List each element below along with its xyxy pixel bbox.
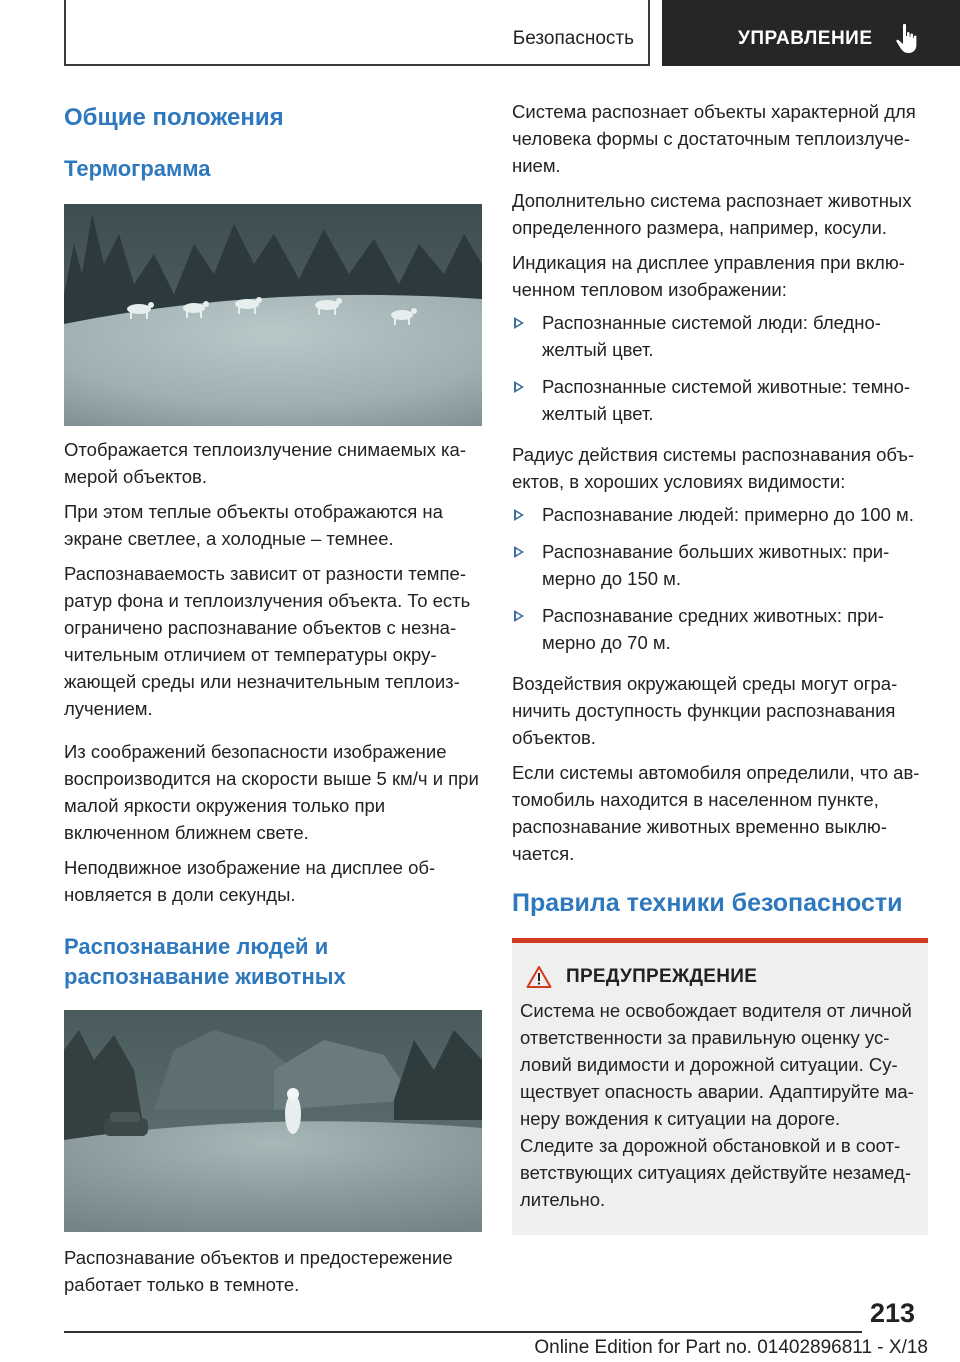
paragraph-thermo-2: При этом теплые объекты отображаются на экране светлее, а холодные – темнее.	[64, 501, 443, 549]
triangle-bullet-icon	[514, 381, 524, 393]
thermal-image-pedestrian	[64, 1010, 482, 1232]
warning-triangle-icon	[526, 965, 552, 989]
warning-header	[520, 965, 918, 989]
paragraph-right-5: Воздействия окружающей среды могут огра-ничить доступность функции распознавания объектов.	[512, 673, 898, 748]
heading-detection: Распознавание людей и распознавание животных	[64, 934, 346, 989]
page-number: 213	[870, 1298, 916, 1328]
paragraph-right-2: Дополнительно система распознает животных определенного размера, например, косули.	[512, 190, 912, 238]
warning-box	[512, 938, 928, 1235]
left-column	[64, 96, 482, 1298]
heading-thermogram: Термограмма	[64, 156, 211, 181]
paragraph-detection-note: Распознавание объектов и предостережение работает только в темноте.	[64, 1247, 453, 1295]
list-item: Распознавание средних животных: при-мерно до 70 м.	[512, 602, 928, 656]
list-item: Распознавание людей: примерно до 100 м.	[512, 501, 928, 528]
list-item: Распознавание больших животных: при-мерно до 150 м.	[512, 538, 928, 592]
header-chapter-box	[662, 0, 960, 66]
header-section-title: Безопасность	[512, 28, 634, 49]
triangle-bullet-icon	[514, 610, 524, 622]
paragraph-right-3: Индикация на дисплее управления при вклю-ченном тепловом изображении:	[512, 252, 905, 300]
hand-pointer-icon	[894, 22, 920, 54]
heading-safety-rules: Правила техники безопасности	[512, 889, 903, 917]
paragraph-right-4: Радиус действия системы распознавания объ-ектов, в хороших условиях видимости:	[512, 444, 915, 492]
header-chapter-title: УПРАВЛЕНИЕ	[738, 28, 873, 49]
list-indication	[512, 309, 928, 427]
paragraph-thermo-3: Распознаваемость зависит от разности темпе-ратур фона и теплоизлучения объекта. То есть ограничено распознавание объектов с незна-чительным отличием от температуры окру-жающей среды или незначительным теплоиз-лучением.	[64, 563, 471, 719]
list-item: Распознанные системой животные: темно-желтый цвет.	[512, 373, 928, 427]
triangle-bullet-icon	[514, 317, 524, 329]
header-section-box	[64, 0, 650, 66]
paragraph-thermo-1: Отображается теплоизлучение снимаемых ка-мерой объектов.	[64, 439, 467, 487]
paragraph-thermo-5: Неподвижное изображение на дисплее об-новляется в доли секунды.	[64, 857, 436, 905]
warning-title: ПРЕДУПРЕЖДЕНИЕ	[566, 966, 758, 987]
triangle-bullet-icon	[514, 509, 524, 521]
warning-text: Система не освобождает водителя от личной ответственности за правильную оценку ус-ловий видимости и дорожной ситуации. Су-ществует опасность аварии. Адаптируйте ма-неру вождения к ситуации на дороге. Следите за дорожной обстановкой и в соот-ветствующих ситуациях действуйте незамед-лительно.	[520, 1000, 914, 1210]
heading-general: Общие положения	[64, 104, 284, 131]
list-range	[512, 501, 928, 656]
paragraph-right-6: Если системы автомобиля определили, что ав-томобиль находится в населенном пункте, распознавание животных временно выклю-чается.	[512, 762, 920, 864]
thermal-image-animals	[64, 204, 482, 426]
paragraph-right-1: Система распознает объекты характерной для человека формы с достаточным теплоизлуче-нием.	[512, 101, 916, 176]
paragraph-thermo-4: Из соображений безопасности изображение воспроизводится на скорости выше 5 км/ч и при малой яркости окружения только при включенном ближнем свете.	[64, 741, 479, 843]
triangle-bullet-icon	[514, 546, 524, 558]
footer-divider	[64, 1331, 862, 1333]
footer-edition: Online Edition for Part no. 01402896811 - X/18	[534, 1337, 928, 1358]
list-item: Распознанные системой люди: бледно-желтый цвет.	[512, 309, 928, 363]
right-column	[512, 98, 928, 1235]
